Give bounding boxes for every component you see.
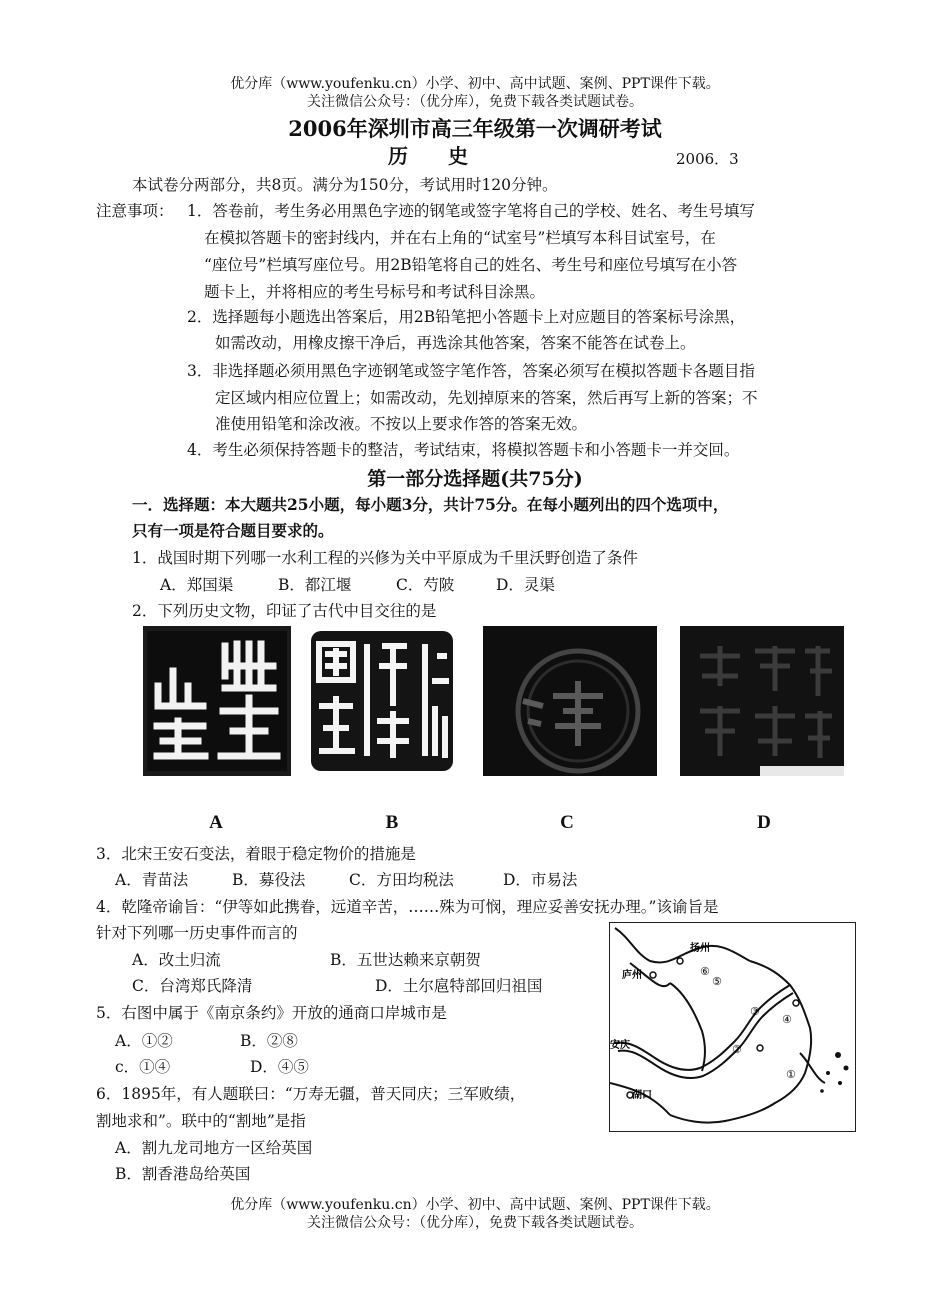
header-line-2: 关注微信公众号：（优分库），免费下载各类试题试卷。: [307, 94, 643, 110]
note-line: 准使用铅笔和涂改液。不按以上要求作答的答案无效。: [215, 415, 588, 433]
q1-option-d[interactable]: D．灵渠: [496, 576, 555, 594]
seal-label-c: C: [560, 812, 574, 833]
q4-option-c[interactable]: C．台湾郑氏降清: [132, 977, 253, 995]
seal-label-b: B: [385, 812, 399, 833]
map-marker-5: ⑤: [712, 975, 722, 988]
q3-stem: 3．北宋王安石变法，着眼于稳定物价的措施是: [96, 845, 416, 863]
map-label-anqing: 安庆: [610, 1040, 630, 1051]
q5-stem: 5．右图中属于《南京条约》开放的通商口岸城市是: [96, 1004, 447, 1022]
note-line: “座位号”栏填写座位号。用2B铅笔将自己的姓名、考生号和座位号填写在小答: [204, 256, 738, 274]
q4-option-b[interactable]: B．五世达赖来京朝贺: [330, 951, 481, 969]
q5-option-c[interactable]: c．①④: [115, 1058, 171, 1076]
note-line: 3．非选择题必须用黑色字迹钢笔或签字笔作答，答案必须写在模拟答题卡各题目指: [187, 362, 755, 380]
q3-option-c[interactable]: C．方田均税法: [349, 871, 454, 889]
exam-subject: 历 史: [388, 144, 468, 168]
note-line: 定区域内相应位置上；如需改动，先划掉原来的答案，然后再写上新的答案；不: [215, 389, 758, 407]
map-marker-3: ③: [750, 1005, 760, 1018]
q5-option-d[interactable]: D．④⑤: [250, 1058, 309, 1076]
q6-option-a[interactable]: A．割九龙司地方一区给英国: [115, 1139, 313, 1157]
seal-label-a: A: [209, 812, 223, 833]
exam-date: 2006．3: [676, 150, 739, 168]
map-marker-2: ②: [732, 1043, 742, 1056]
q1-option-a[interactable]: A．郑国渠: [160, 576, 234, 594]
q3-options: [115, 869, 577, 891]
q4-stem-line-1: 4．乾隆帝谕旨：“伊等如此携眷，远道辛苦，……殊为可悯，理应妥善安抚办理。”该谕旨是: [96, 898, 719, 916]
note-line: 1．答卷前，考生务必用黑色字迹的钢笔或签字笔将自己的学校、姓名、考生号填写: [187, 202, 755, 220]
yangtze-map: [609, 922, 856, 1132]
exam-intro: 本试卷分两部分，共8页。满分为150分，考试用时120分钟。: [132, 176, 558, 194]
seal-image-c: [483, 626, 657, 776]
note-line: 2．选择题每小题选出答案后，用2B铅笔把小答题卡上对应题目的答案标号涂黑，: [187, 308, 746, 326]
q3-option-a[interactable]: A．青苗法: [115, 871, 189, 889]
q1-option-b[interactable]: B．都江堰: [278, 576, 352, 594]
q3-option-d[interactable]: D．市易法: [503, 871, 578, 889]
q4-stem-line-2: 针对下列哪一历史事件而言的: [96, 924, 298, 942]
footer-line-2: 关注微信公众号：（优分库），免费下载各类试题试卷。: [307, 1215, 643, 1231]
part1-title: 第一部分选择题(共75分): [367, 468, 583, 490]
part1-instruction-2: 只有一项是符合题目要求的。: [132, 521, 334, 540]
q6-stem-line-2: 割地求和”。联中的“割地”是指: [96, 1112, 306, 1130]
q4-option-d[interactable]: D．土尔扈特部回归祖国: [375, 977, 543, 995]
exam-title: 2006年深圳市高三年级第一次调研考试: [288, 116, 662, 141]
q1-options: [160, 574, 555, 596]
header-line-1: 优分库（www.youfenku.cn）小学、初中、高中试题、案例、PPT课件下载。: [230, 76, 720, 92]
footer-line-1: 优分库（www.youfenku.cn）小学、初中、高中试题、案例、PPT课件下载。: [230, 1197, 720, 1213]
q1-stem: 1．战国时期下列哪一水利工程的兴修为关中平原成为千里沃野创造了条件: [132, 549, 638, 567]
seal-image-b: [307, 626, 457, 776]
note-line: 4．考生必须保持答题卡的整洁，考试结束，将模拟答题卡和小答题卡一并交回。: [187, 441, 740, 459]
map-marker-1: ①: [786, 1068, 796, 1081]
map-label-hukou: 湖口: [632, 1090, 652, 1101]
q5-option-b[interactable]: B．②⑧: [240, 1032, 298, 1050]
q6-option-b[interactable]: B．割香港岛给英国: [115, 1165, 251, 1183]
map-label-yangzhou: 扬州: [690, 943, 710, 954]
seal-image-a: [143, 626, 291, 776]
q5-option-a[interactable]: A．①②: [115, 1032, 173, 1050]
q3-option-b[interactable]: B．募役法: [232, 871, 306, 889]
map-label-luzhou: 庐州: [622, 970, 642, 981]
map-marker-6: ⑥: [700, 965, 710, 978]
seal-label-d: D: [757, 812, 771, 833]
q1-option-c[interactable]: C．芍陂: [396, 576, 455, 594]
map-marker-4: ④: [782, 1013, 792, 1026]
notes-label: 注意事项：: [96, 202, 174, 220]
q6-stem-line-1: 6．1895年，有人题联曰：“万寿无疆，普天同庆；三军败绩，: [96, 1085, 526, 1103]
part1-instruction-1: 一．选择题：本大题共25小题，每小题3分，共计75分。在每小题列出的四个选项中，: [132, 495, 729, 514]
q4-option-a[interactable]: A．改土归流: [132, 951, 221, 969]
note-line: 如需改动，用橡皮擦干净后，再选涂其他答案，答案不能答在试卷上。: [215, 334, 696, 352]
seal-image-d: [680, 626, 844, 776]
q2-stem: 2．下列历史文物，印证了古代中目交往的是: [132, 602, 437, 620]
note-line: 题卡上，并将相应的考生号标号和考试科目涂黑。: [204, 283, 546, 301]
note-line: 在模拟答题卡的密封线内，并在右上角的“试室号”栏填写本科目试室号，在: [204, 229, 716, 247]
